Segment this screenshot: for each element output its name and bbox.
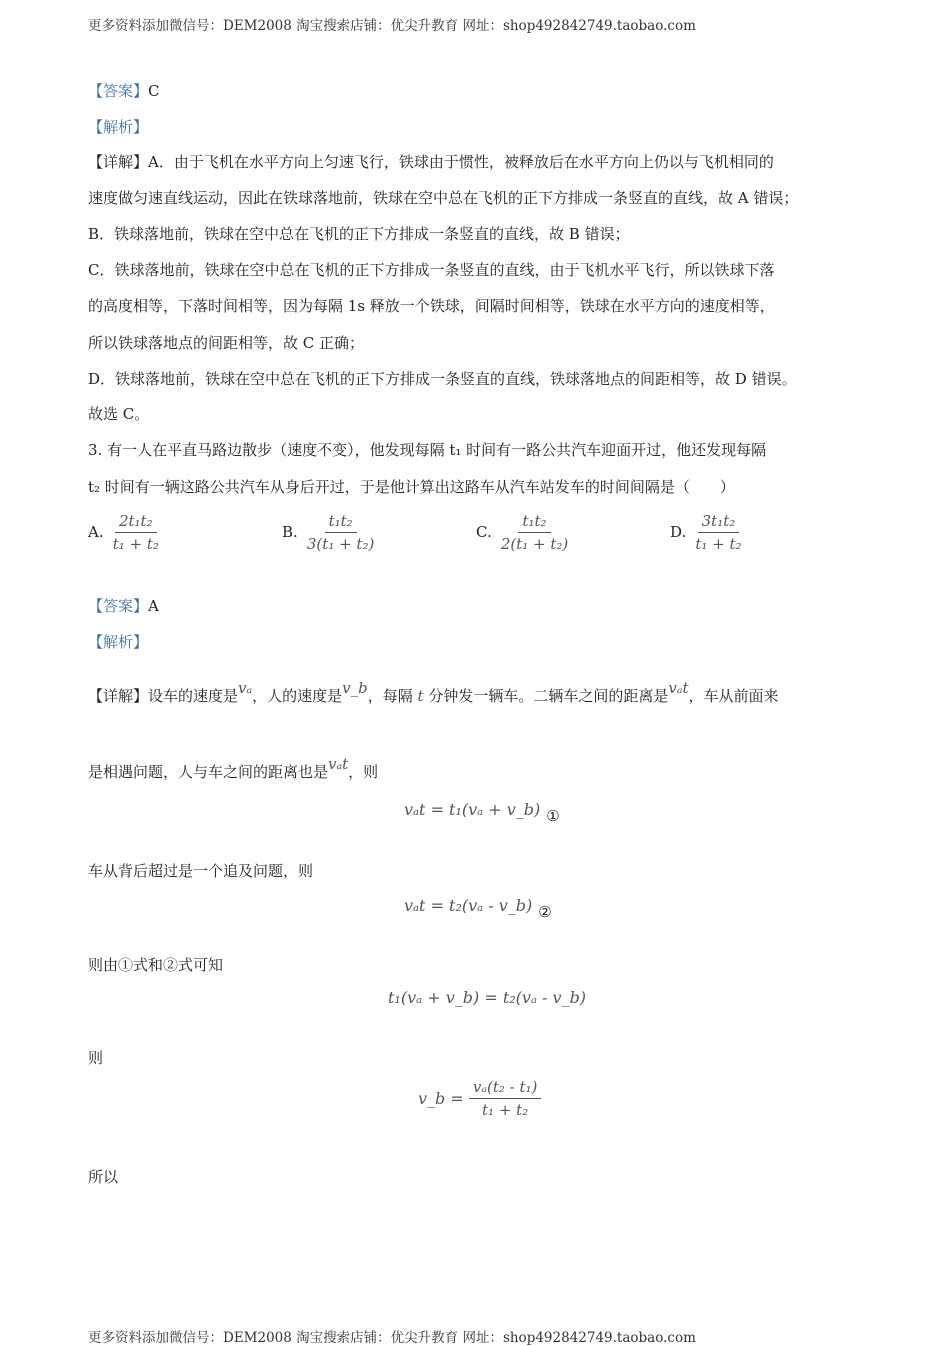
option-c: C. $\frac{\text{t₁t₂}}{\text{2(t₁ + t₂)}}$ bbox=[476, 512, 572, 553]
page-header: 更多资料添加微信号：DEM2008 淘宝搜索店铺：优尖升教育 网址：shop492842749.taobao.com bbox=[88, 18, 696, 34]
q2-detail-line-6: 所以铁球落地点的间距相等，故 C 正确； bbox=[88, 334, 365, 352]
page-footer: 更多资料添加微信号：DEM2008 淘宝搜索店铺：优尖升教育 网址：shop492842749.taobao.com bbox=[88, 1330, 696, 1346]
q3-detail-line-5: 则 bbox=[88, 1049, 104, 1067]
q3-stem-line-2: t₂ 时间有一辆这路公共汽车从身后开过，于是他计算出这路车从汽车站发车的时间间隔是（ ） bbox=[88, 478, 735, 496]
q2-detail-line-8: 故选 C。 bbox=[88, 405, 150, 423]
q2-detail-line-7: D．铁球落地前，铁球在空中总在飞机的正下方排成一条竖直的直线，铁球落地点的间距相等，故 D 错误。 bbox=[88, 370, 797, 388]
q2-detail-line-1: 【详解】A．由于飞机在水平方向上匀速飞行，铁球由于惯性，被释放后在水平方向上仍以与飞机相同的 bbox=[88, 153, 774, 171]
option-a-fraction: $\frac{\text{2t₁t₂}}{\text{t₁ + t₂}}$ bbox=[112, 512, 159, 553]
q2-detail-line-5: 的高度相等，下落时间相等，因为每隔 1s 释放一个铁球，间隔时间相等，铁球在水平方向的速度相等， bbox=[88, 297, 775, 315]
q3-answer-line bbox=[88, 596, 159, 616]
q2-analysis-tag: 【解析】 bbox=[88, 118, 149, 136]
q2-answer-line bbox=[88, 81, 160, 101]
equation-4: v_b = $\frac{\text{vₐ(t₂ - t₁)}}{\text{t₁ + t₂}}$ bbox=[418, 1078, 541, 1119]
q3-detail-line-6: 所以 bbox=[88, 1168, 119, 1186]
option-d-fraction: $\frac{\text{3t₁t₂}}{\text{t₁ + t₂}}$ bbox=[695, 512, 742, 553]
option-b-fraction: $\frac{\text{t₁t₂}}{\text{3(t₁ + t₂)}}$ bbox=[306, 512, 375, 553]
equation-1: vₐt = t₁(vₐ + v_b) ① bbox=[404, 800, 560, 825]
q3-stem-line-1: 3. 有一人在平直马路边散步（速度不变），他发现每隔 t₁ 时间有一路公共汽车迎面开过，他还发现每隔 bbox=[88, 441, 767, 459]
q2-detail-line-3: B．铁球落地前，铁球在空中总在飞机的正下方排成一条竖直的直线，故 B 错误； bbox=[88, 225, 630, 243]
equation-4-fraction: $\frac{\text{vₐ(t₂ - t₁)}}{\text{t₁ + t₂}}$ bbox=[469, 1078, 542, 1119]
q3-detail-line-2: 是相遇问题，人与车之间的距离也是vₐt，则 bbox=[88, 755, 379, 781]
option-c-fraction: $\frac{\text{t₁t₂}}{\text{2(t₁ + t₂)}}$ bbox=[500, 512, 569, 553]
answer-tag: 【答案】 bbox=[88, 597, 149, 615]
answer-tag: 【答案】 bbox=[88, 82, 149, 100]
equation-2: vₐt = t₂(vₐ - v_b) ② bbox=[404, 896, 552, 921]
q2-detail-line-2: 速度做匀速直线运动，因此在铁球落地前，铁球在空中总在飞机的正下方排成一条竖直的直线，故 A 错误； bbox=[88, 189, 799, 207]
q2-detail-line-4: C．铁球落地前，铁球在空中总在飞机的正下方排成一条竖直的直线，由于飞机水平飞行，所以铁球下落 bbox=[88, 261, 775, 279]
option-a: A. $\frac{\text{2t₁t₂}}{\text{t₁ + t₂}}$ bbox=[88, 512, 163, 553]
q3-detail-line-4: 则由①式和②式可知 bbox=[88, 956, 224, 974]
q3-analysis-tag: 【解析】 bbox=[88, 633, 149, 651]
equation-3: t₁(vₐ + v_b) = t₂(vₐ - v_b) bbox=[388, 988, 587, 1007]
q3-detail-line-3: 车从背后超过是一个追及问题，则 bbox=[88, 862, 314, 880]
option-b: B. $\frac{\text{t₁t₂}}{\text{3(t₁ + t₂)}}$ bbox=[282, 512, 378, 553]
answer-value: A bbox=[148, 597, 159, 615]
q3-detail-line-1: 【详解】设车的速度是vₐ，人的速度是v_b，每隔 t 分钟发一辆车。二辆车之间的距离是vₐt，车从前面来 bbox=[88, 679, 779, 705]
detail-tag: 【详解】 bbox=[88, 687, 149, 705]
detail-tag: 【详解】 bbox=[88, 153, 149, 171]
answer-value: C bbox=[148, 82, 160, 100]
option-d: D. $\frac{\text{3t₁t₂}}{\text{t₁ + t₂}}$ bbox=[670, 512, 746, 553]
